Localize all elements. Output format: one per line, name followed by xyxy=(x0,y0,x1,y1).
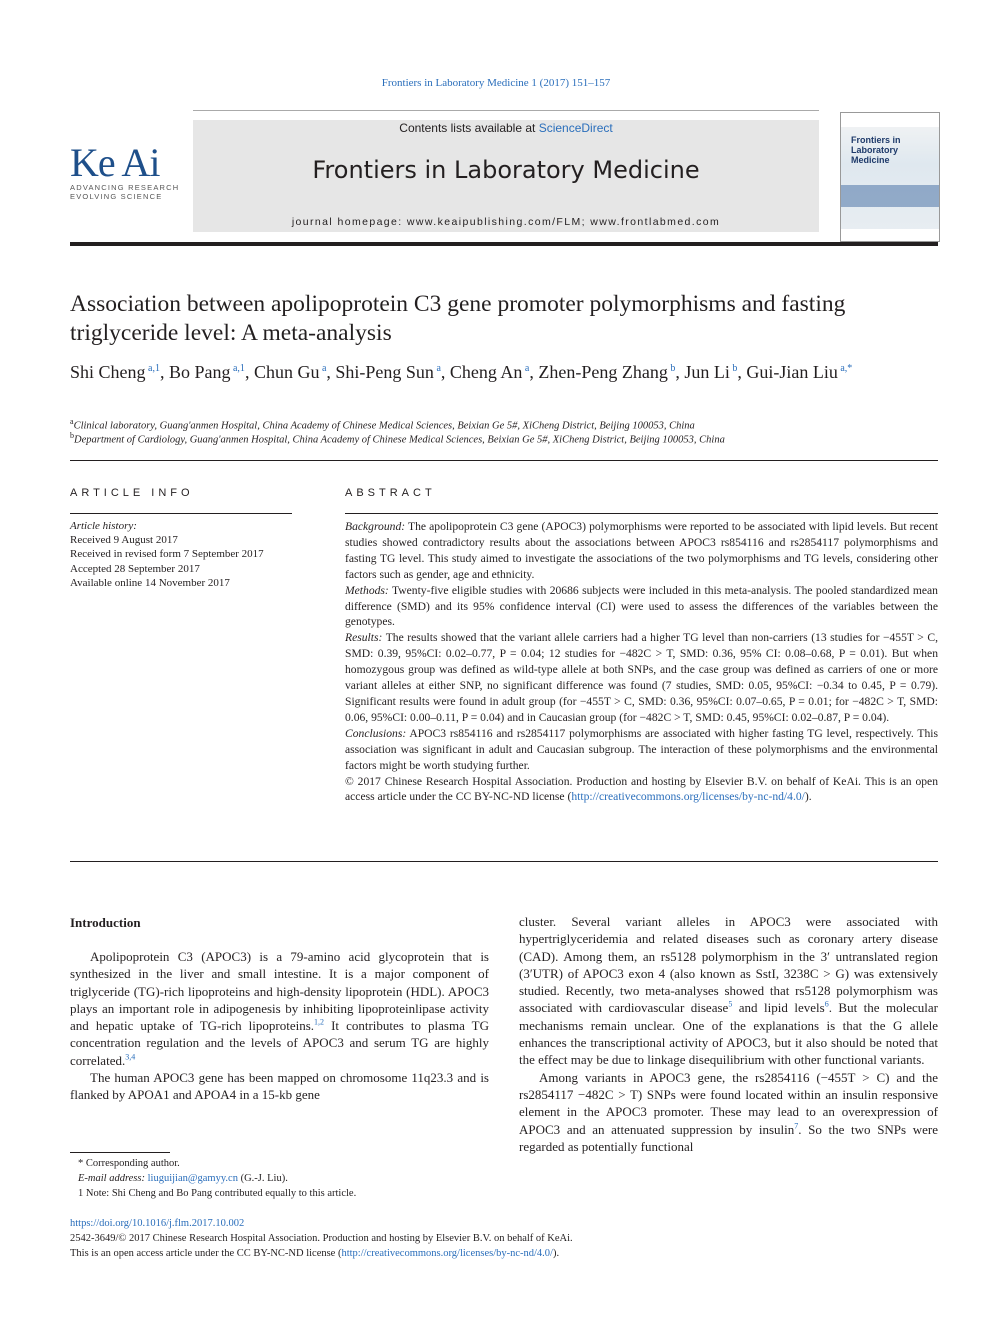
footer-license-link[interactable]: http://creativecommons.org/licenses/by-nc-nd/4.0/ xyxy=(341,1248,553,1259)
intro-p3-text: cluster. Several variant alleles in APOC3 were associated with hypertriglyceridemia and related diseases such as coronary artery disease (CAD). Among them, an rs5128 polymorphism in the 3′ untranslated region (3′UTR) of APOC3 exon 4 (also known as SstI, 3238C > G) was extensively studied. Recently, two meta-analyses showed that rs5128 polymorphism was associated with cardiovascular disease xyxy=(519,914,938,1016)
keai-logo-mark: Ke Ai xyxy=(70,140,160,185)
intro-p1-text: Apolipoprotein C3 (APOC3) is a 79-amino acid glycoprotein that is synthesized in the liver and small intestine. It is a major component of triglyceride (TG)-rich lipoproteins and high-density lipoprotein (HDL). APOC3 plays an important role in adipogenesis by inhibiting lipoproteinlipase activity and hepatic uptake of TG-rich lipoproteins. xyxy=(70,949,489,1034)
author-affiliation-mark[interactable]: a,1 xyxy=(145,363,160,374)
logo-tag-line-1: ADVANCING RESEARCH xyxy=(70,183,180,192)
affiliation-b-text: Department of Cardiology, Guang'anmen Hospital, China Academy of Chinese Medical Sciences, Beixian Ge 5#, XiCheng District, Beijing 100053, China xyxy=(74,434,725,446)
body-right-column xyxy=(519,913,938,1155)
author-list: Shi Cheng $^{a,1}$, Bo Pang $^{a,1}$, Chun Gu $^a$, Shi-Peng Sun $^a$, Cheng An $^a$, Zhen-Peng Zhang $^b$, Jun Li $^b$, Gui-Jian Liu $^{a,*}$ xyxy=(70,362,853,382)
keai-logo-tagline xyxy=(70,183,180,201)
abstract-bottom-rule xyxy=(70,861,938,862)
author-name: Bo Pang xyxy=(168,362,231,382)
background-label: Background: xyxy=(345,520,406,533)
introduction-heading: Introduction xyxy=(70,915,141,930)
body-left-column xyxy=(70,948,489,1104)
conclusions-text: APOC3 rs854116 and rs2854117 polymorphisms are associated with higher fasting TG level, respectively. This association was significant in adult and Caucasian subgroup. The interaction of these polymorphisms and the environmental factors might be worth studying further. xyxy=(345,726,939,772)
methods-text: Twenty-five eligible studies with 20686 subjects were included in this meta-analysis. The pooled standardized mean difference (SMD) and its 95% confidence interval (CI) were used to assess the differences of the variables between the genotypes. xyxy=(345,583,938,629)
history-revised: Received in revised form 7 September 2017 xyxy=(70,548,264,561)
abstract-heading: ABSTRACT xyxy=(345,487,436,499)
intro-p3-text-b: and lipid levels xyxy=(732,1000,825,1016)
history-received: Received 9 August 2017 xyxy=(70,534,178,547)
affiliation-a-mark: a xyxy=(70,417,74,426)
keai-logo xyxy=(70,140,180,201)
footnote-note-1: 1 Note: Shi Cheng and Bo Pang contributed equally to this article. xyxy=(78,1188,357,1199)
ref-7[interactable]: 7 xyxy=(794,1121,799,1131)
intro-paragraph-3 xyxy=(519,913,938,1069)
intro-paragraph-1 xyxy=(70,948,489,1069)
author-name: Shi Cheng xyxy=(70,362,146,382)
author-affiliation-mark[interactable]: b xyxy=(729,363,738,374)
ref-3-4[interactable]: 3,4 xyxy=(125,1052,136,1062)
footnotes xyxy=(70,1156,489,1201)
license-link[interactable]: http://creativecommons.org/licenses/by-nc-nd/4.0/ xyxy=(571,790,805,804)
author-name: Gui-Jian Liu xyxy=(746,362,838,382)
history-label: Article history: xyxy=(70,520,137,532)
footer-license-suffix: ). xyxy=(552,1248,560,1259)
author[interactable] xyxy=(746,362,852,382)
results-text: The results showed that the variant allele carriers had a higher TG level than non-carriers (13 studies for −455T > C, SMD: 0.39, 95%CI: 0.02–0.77, P = 0.04; 12 studies for −482C > T, SMD: 0.36, 95% CI: 0.08–0.68, P = 0.01). But when homozygous group was defined as wild-type allele at both SNPs, and the case group was defined as carriers of one or more variant alleles at either SNP, no significant difference was found (7 studies, SMD: 0.05, 95%CI: −0.34 to 0.45, P = 0.79). Significant results were found in adult group (for −455T > C, SMD: 0.36, 95%CI: 0.07–0.65, P = 0.01; for −482C > T, SMD: 0.06, 95%CI: 0.00–0.11, P = 0.04) and in Caucasian group (for −482C > T, SMD: 0.45, 95%CI: 0.02–0.87, P = 0.04). xyxy=(345,631,938,724)
author-name: Cheng An xyxy=(449,362,523,382)
author[interactable] xyxy=(538,362,675,382)
cover-foot-strip xyxy=(841,229,939,241)
abstract-body xyxy=(345,519,938,805)
issn-line: 2542-3649/© 2017 Chinese Research Hospital Association. Production and hosting by Elsevier B.V. on behalf of KeAi. xyxy=(70,1233,573,1244)
affiliation-b-mark: b xyxy=(70,431,74,440)
author-name: Chun Gu xyxy=(253,362,320,382)
author-name: Shi-Peng Sun xyxy=(335,362,434,382)
intro-p1-text-b: It contributes to plasma TG concentration regulation and the levels of APOC3 and serum TG are highly correlated. xyxy=(70,1018,490,1068)
journal-title: Frontiers in Laboratory Medicine xyxy=(312,156,700,184)
author-affiliation-mark[interactable]: a xyxy=(433,363,441,374)
intro-paragraph-4 xyxy=(519,1069,938,1155)
journal-cover-image[interactable] xyxy=(840,112,940,242)
author-affiliation-mark[interactable]: a,* xyxy=(837,363,853,374)
history-online: Available online 14 November 2017 xyxy=(70,576,230,589)
doi-link[interactable]: https://doi.org/10.1016/j.flm.2017.10.002 xyxy=(70,1218,245,1229)
copyright-text: © 2017 Chinese Research Hospital Association. Production and hosting by Elsevier B.V. on behalf of KeAi. This is an open access article under the CC BY-NC-ND license ( xyxy=(345,774,938,804)
cover-stripe xyxy=(841,185,939,207)
affiliation-b xyxy=(70,431,938,446)
ref-5[interactable]: 5 xyxy=(728,1000,733,1010)
author[interactable] xyxy=(684,362,737,382)
email-who: (G.-J. Liu). xyxy=(237,1173,288,1184)
author[interactable] xyxy=(335,362,440,382)
footer-license-prefix: This is an open access article under the CC BY-NC-ND license ( xyxy=(70,1248,342,1259)
header-thick-rule xyxy=(70,242,938,246)
footnote-corresponding: * Corresponding author. xyxy=(78,1158,180,1169)
author-affiliation-mark[interactable]: a,1 xyxy=(230,363,245,374)
cover-title: Frontiers in Laboratory Medicine xyxy=(851,135,901,165)
abstract-background xyxy=(345,519,938,583)
author-name: Jun Li xyxy=(684,362,730,382)
author-affiliation-mark[interactable]: a xyxy=(319,363,327,374)
background-text: The apolipoprotein C3 gene (APOC3) polymorphisms were reported to be associated with lipid levels. But recent studies showed contradictory results about the associations between APOC3 rs854116 and rs2854117 polymorphisms and fasting TG level. This study aimed to investigate the associations of the two polymorphisms and TG levels, considering other factors such as gender, age and ethnicity. xyxy=(345,520,938,581)
footnote-email xyxy=(70,1171,489,1186)
intro-p3-text-c: . But the molecular mechanisms remain unclear. One of the explanations is that the G allele enhances the transcriptional activity of APOC3, but it also should be noted that the effect may be due to linkage disequilibrium with other functional variants. xyxy=(519,1000,939,1068)
article-title: Association between apolipoprotein C3 gene promoter polymorphisms and fasting triglyceride level: A meta-analysis xyxy=(70,291,846,346)
abstract-copyright xyxy=(345,774,938,806)
abstract-methods xyxy=(345,583,938,631)
copyright-end: ). xyxy=(804,790,812,804)
ref-6[interactable]: 6 xyxy=(824,1000,829,1010)
contents-line xyxy=(193,121,819,135)
article-info-rule xyxy=(70,513,292,514)
author[interactable] xyxy=(450,362,529,382)
results-label: Results: xyxy=(345,631,383,645)
intro-p4-text: Among variants in APOC3 gene, the rs2854116 (−455T > C) and the rs2854117 −482C > T) SNPs were found located within an insulin responsive element in the APOC3 promoter. These may lead to an overexpression of APOC3 and an attenuated suppression by insulin xyxy=(519,1069,938,1137)
email-link[interactable]: liuguijian@gamyy.cn xyxy=(147,1173,238,1184)
affiliation-a xyxy=(70,417,938,432)
intro-p4-text-b: . So the two SNPs were regarded as potentially functional xyxy=(519,1121,938,1154)
author[interactable] xyxy=(70,362,160,382)
cover-top-strip xyxy=(841,113,939,127)
header-top-rule xyxy=(193,110,819,111)
abstract-results xyxy=(345,630,938,725)
email-label: E-mail address: xyxy=(78,1173,148,1184)
footer-license-line xyxy=(70,1246,938,1261)
author-affiliation-mark[interactable]: b xyxy=(667,363,676,374)
author[interactable] xyxy=(254,362,326,382)
sciencedirect-link[interactable]: ScienceDirect xyxy=(538,121,613,135)
footnote-rule xyxy=(70,1152,170,1153)
author[interactable] xyxy=(169,362,245,382)
abstract-conclusions xyxy=(345,726,938,774)
page-footer xyxy=(70,1216,938,1261)
journal-homepage[interactable]: journal homepage: www.keaipublishing.com/FLM; www.frontlabmed.com xyxy=(291,216,721,228)
affiliation-a-text: Clinical laboratory, Guang'anmen Hospital, China Academy of Chinese Medical Sciences, Beixian Ge 5#, XiCheng District, Beijing 100053, China xyxy=(73,420,695,432)
section-rule xyxy=(70,460,938,461)
conclusions-label: Conclusions: xyxy=(345,726,407,740)
author-affiliation-mark[interactable]: a xyxy=(522,363,530,374)
author-name: Zhen-Peng Zhang xyxy=(538,362,668,382)
article-history xyxy=(70,519,300,590)
contents-prefix: Contents lists available at xyxy=(399,121,539,135)
article-info-heading: ARTICLE INFO xyxy=(70,487,194,499)
ref-1-2[interactable]: 1,2 xyxy=(314,1017,325,1027)
history-accepted: Accepted 28 September 2017 xyxy=(70,562,200,575)
logo-tag-line-2: EVOLVING SCIENCE xyxy=(70,192,163,201)
intro-paragraph-2: The human APOC3 gene has been mapped on chromosome 11q23.3 and is flanked by APOA1 and APOA4 in a 15-kb gene xyxy=(70,1070,489,1103)
abstract-rule xyxy=(345,513,938,514)
running-head[interactable]: Frontiers in Laboratory Medicine 1 (2017) 151–157 xyxy=(381,77,611,89)
methods-label: Methods: xyxy=(345,583,389,597)
